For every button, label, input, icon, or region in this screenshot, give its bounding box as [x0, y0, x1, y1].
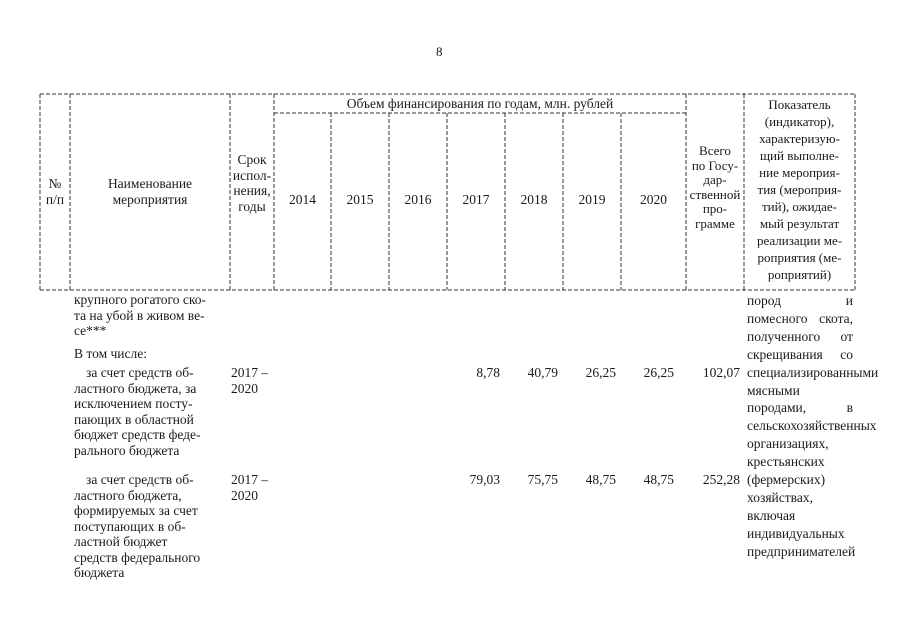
row2-total: 252,28 — [702, 472, 740, 487]
row2-2019: 48,75 — [585, 472, 616, 487]
header-year: 2015 — [346, 192, 374, 207]
header-name: Наименование мероприятия — [107, 176, 193, 207]
row1-2020: 26,25 — [643, 365, 674, 380]
header-year: 2014 — [289, 192, 316, 207]
row1-total: 102,07 — [702, 365, 740, 380]
header-total: Всего по Госу- дар- ственной про- грамме — [689, 143, 741, 231]
row1-2017: 8,78 — [476, 365, 500, 380]
row2-term: 2017 – 2020 — [231, 472, 269, 503]
page-number: 8 — [436, 44, 443, 59]
header-financing-title: Объем финансирования по годам, млн. рублей — [346, 96, 614, 111]
row1-term: 2017 – 2020 — [231, 365, 269, 396]
including-label: В том числе: — [74, 346, 147, 361]
row2-2020: 48,75 — [643, 472, 674, 487]
header-indicator: Показатель (индикатор), характеризую- щий выполне- ние мероприя- тия (мероприя- тий), ожидае- мый результат реализации ме- роприятия (ме- роприятий) — [756, 97, 843, 282]
header-num: № п/п — [45, 176, 65, 207]
header-year: 2018 — [520, 192, 548, 207]
header-year: 2020 — [640, 192, 667, 207]
header-term: Срок испол- нения, годы — [232, 152, 272, 214]
header-year: 2017 — [462, 192, 490, 207]
header-year: 2019 — [578, 192, 606, 207]
row1-name: за счет средств об- ластного бюджета, за исключением посту- пающих в областной бюджет средств феде- рального бюджета — [74, 365, 201, 458]
row2-2018: 75,75 — [527, 472, 558, 487]
row1-2018: 40,79 — [527, 365, 558, 380]
indicator-text: пород и помесного скота, полученного от скрещивания со специализированными мясными породами, в сельскохозяйственных организациях, крестьянских (фермерских) хозяйствах, включая индивидуальных предпринимателей — [747, 293, 879, 559]
name-continuation: крупного рогатого ско- та на убой в живом ве- се*** — [74, 292, 206, 338]
header-year: 2016 — [404, 192, 432, 207]
row2-2017: 79,03 — [469, 472, 500, 487]
row1-2019: 26,25 — [585, 365, 616, 380]
row2-name: за счет средств об- ластного бюджета, формируемых за счет поступающих в об- ластной бюджет средств федерального бюджета — [74, 472, 201, 580]
